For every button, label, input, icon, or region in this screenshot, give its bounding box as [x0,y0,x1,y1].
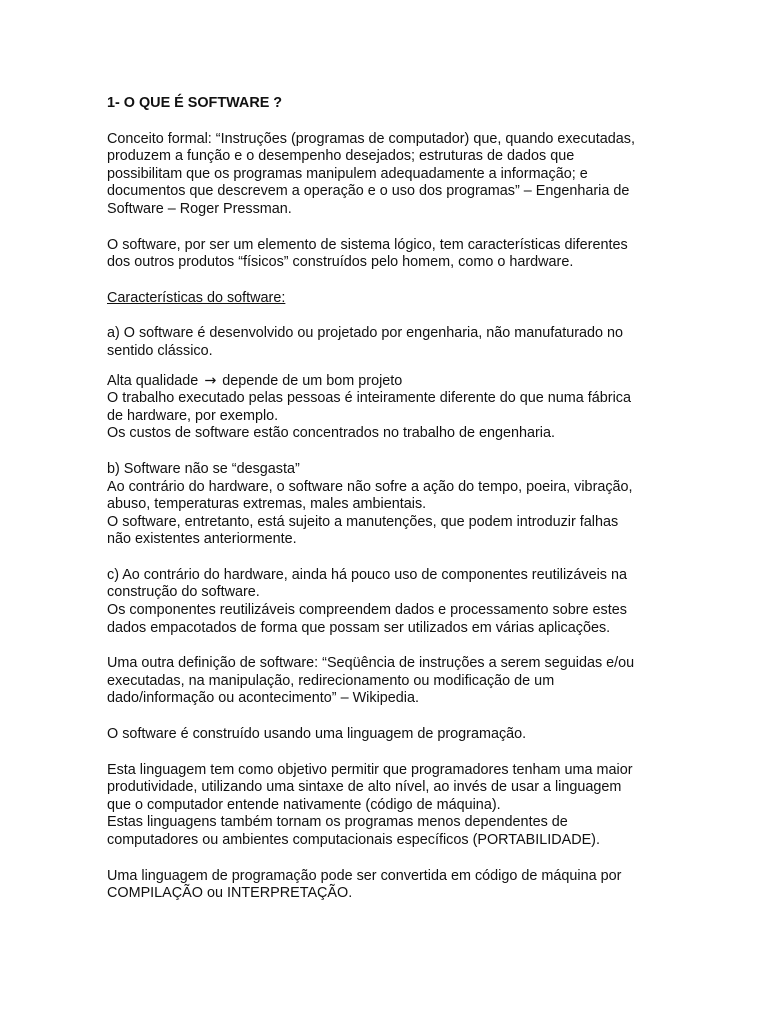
paragraph-line: Os custos de software estão concentrados no trabalho de engenharia. [107,425,555,442]
paragraph-formal-concept [107,131,667,219]
paragraph-line: Uma linguagem de programação pode ser convertida em código de máquina por [107,867,622,884]
section-heading: Características do software: [107,289,286,306]
arrow-line-before: Alta qualidade [107,372,199,389]
document-title: 1- O QUE É SOFTWARE ? [107,95,283,111]
paragraph-line: Os componentes reutilizáveis compreendem dados e processamento sobre estes [107,602,627,619]
paragraph-logical-system [107,237,667,272]
paragraph-line: Software – Roger Pressman. [107,200,292,217]
paragraph-line: produzem a função e o desempenho desejados; estruturas de dados que [107,148,575,165]
paragraph-line: não existentes anteriormente. [107,531,297,548]
arrow-right-icon: → [204,372,217,389]
paragraph-line: produtividade, utilizando uma sintaxe de alto nível, ao invés de usar a linguagem [107,779,622,796]
paragraph-line: c) Ao contrário do hardware, ainda há pouco uso de componentes reutilizáveis na [107,566,627,583]
paragraph-line: Conceito formal: “Instruções (programas de computador) que, quando executadas, [107,130,635,147]
paragraph-line: dos outros produtos “físicos” construídos pelo homem, como o hardware. [107,254,574,271]
paragraph-wikipedia-definition [107,655,667,708]
paragraph-line: Uma outra definição de software: “Seqüência de instruções a serem seguidas e/ou [107,655,635,672]
arrow-line [107,373,667,391]
paragraph-line: abuso, temperaturas extremas, males ambientais. [107,496,427,513]
paragraph-line: COMPILAÇÃO ou INTERPRETAÇÃO. [107,885,353,902]
section-heading-characteristics [107,290,667,308]
paragraph-programming-language [107,726,667,744]
paragraph-compilation [107,868,667,903]
paragraph-line: Estas linguagens também tornam os programas menos dependentes de [107,814,568,831]
paragraph-line: Ao contrário do hardware, o software não sofre a ação do tempo, poeira, vibração, [107,478,633,495]
paragraph-line: O software, por ser um elemento de sistema lógico, tem características diferentes [107,236,628,253]
paragraph-line: b) Software não se “desgasta” [107,460,300,477]
document-page [107,95,667,921]
paragraph-line: possibilitam que os programas manipulem adequadamente a informação; e [107,165,588,182]
paragraph-line: O software é construído usando uma linguagem de programação. [107,726,527,743]
paragraph-line: O trabalho executado pelas pessoas é inteiramente diferente do que numa fábrica [107,390,631,407]
paragraph-line: dado/informação ou acontecimento” – Wikipedia. [107,690,419,707]
paragraph-line: documentos que descrevem a operação e o uso dos programas” – Engenharia de [107,183,630,200]
paragraph-characteristic-b [107,461,667,549]
paragraph-characteristic-a [107,325,667,360]
paragraph-line: computadores ou ambientes computacionais específicos (PORTABILIDADE). [107,832,600,848]
paragraph-line: dados empacotados de forma que possam ser utilizados em várias aplicações. [107,619,611,636]
paragraph-quality [107,373,667,443]
paragraph-language-purpose [107,762,667,850]
paragraph-line: de hardware, por exemplo. [107,407,279,424]
paragraph-line: O software, entretanto, está sujeito a manutenções, que podem introduzir falhas [107,513,619,530]
arrow-line-after: depende de um bom projeto [222,372,403,389]
paragraph-line: a) O software é desenvolvido ou projetado por engenharia, não manufaturado no [107,325,624,342]
paragraph-characteristic-c [107,567,667,637]
paragraph-line: sentido clássico. [107,342,213,359]
paragraph-line: construção do software. [107,584,260,601]
paragraph-line: que o computador entende nativamente (código de máquina). [107,796,501,813]
paragraph-line: executadas, na manipulação, redirecionamento ou modificação de um [107,672,555,689]
paragraph-line: Esta linguagem tem como objetivo permitir que programadores tenham uma maior [107,761,633,778]
